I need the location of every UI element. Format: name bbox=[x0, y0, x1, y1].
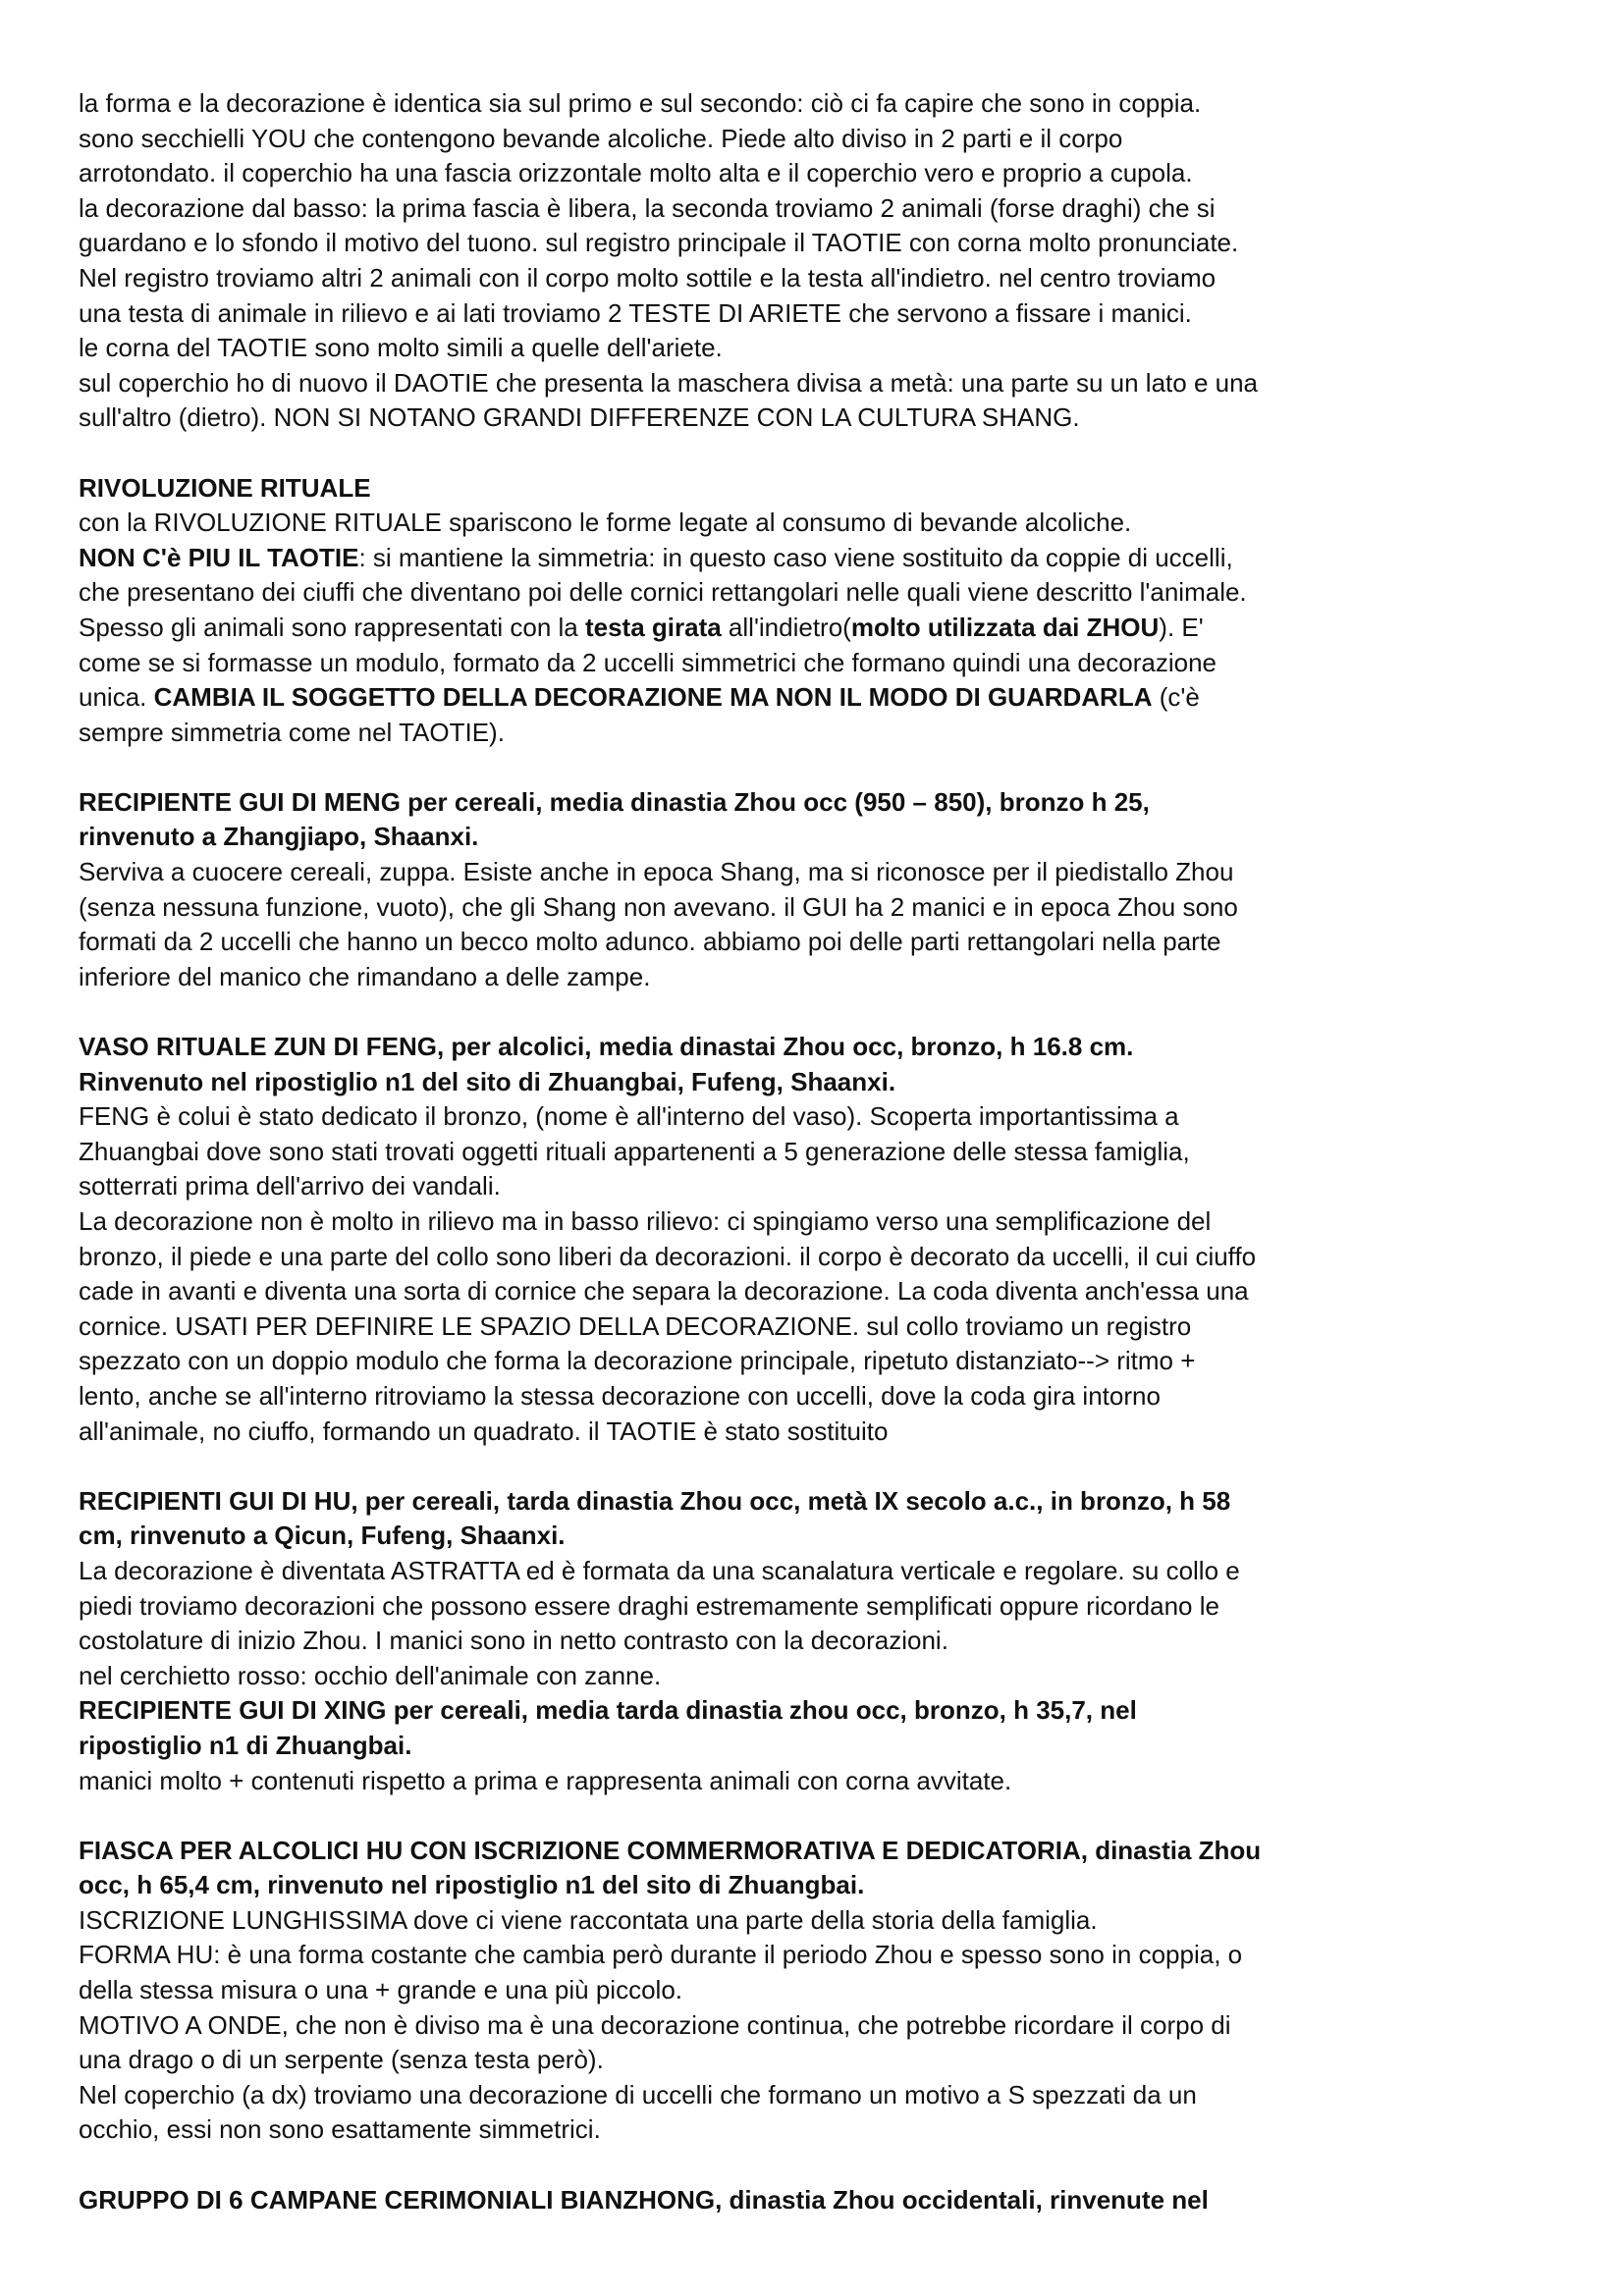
text-line: le corna del TAOTIE sono molto simili a quelle dell'ariete. bbox=[79, 333, 723, 363]
text-line: la forma e la decorazione è identica sia sul primo e sul secondo: ciò ci fa capire che sono in coppia. bbox=[79, 88, 1202, 118]
text-line: costolature di inizio Zhou. I manici sono in netto contrasto con la decorazioni. bbox=[79, 1626, 948, 1656]
text-line bbox=[79, 1484, 1492, 1520]
text-line bbox=[79, 785, 1492, 821]
text-line bbox=[79, 611, 1492, 646]
text-line bbox=[79, 1834, 1492, 1869]
text-line bbox=[79, 1868, 1492, 1903]
paragraph bbox=[79, 471, 1492, 751]
bold-text: FIASCA PER ALCOLICI HU CON ISCRIZIONE COMMERMORATIVA E DEDICATORIA, dinastia Zhou bbox=[79, 1835, 1262, 1865]
text-run: (c'è bbox=[1152, 682, 1200, 713]
text-line: bronzo, il piede e una parte del collo sono liberi da decorazioni. il corpo è decorato da uccelli, il cui ciuffo bbox=[79, 1241, 1257, 1271]
paragraph bbox=[79, 1484, 1492, 1798]
text-line: Serviva a cuocere cereali, zuppa. Esiste anche in epoca Shang, ma si riconosce per il piedistallo Zhou bbox=[79, 857, 1234, 887]
text-line: come se si formasse un modulo, formato da 2 uccelli simmetrici che formano quindi una decorazione bbox=[79, 647, 1217, 677]
paragraph bbox=[79, 1030, 1492, 1449]
text-line: occhio, essi non sono esattamente simmetrici. bbox=[79, 2114, 601, 2145]
text-line: (senza nessuna funzione, vuoto), che gli Shang non avevano. il GUI ha 2 manici e in epoca Zhou sono bbox=[79, 891, 1238, 922]
text-line: Zhuangbai dove sono stati trovati oggetti rituali appartenenti a 5 generazione delle stessa famiglia, bbox=[79, 1136, 1190, 1166]
text-line: inferiore del manico che rimandano a delle zampe. bbox=[79, 961, 651, 991]
paragraph bbox=[79, 785, 1492, 995]
bold-text: cm, rinvenuto a Qicun, Fufeng, Shaanxi. bbox=[79, 1521, 566, 1551]
bold-text: molto utilizzata dai ZHOU bbox=[850, 612, 1160, 642]
text-line: all'animale, no ciuffo, formando un quadrato. il TAOTIE è stato sostituito bbox=[79, 1415, 889, 1446]
text-line bbox=[79, 1519, 1492, 1554]
text-line: MOTIVO A ONDE, che non è diviso ma è una decorazione continua, che potrebbe ricordare il corpo di bbox=[79, 2009, 1231, 2040]
text-line: FENG è colui è stato dedicato il bronzo, (nome è all'interno del vaso). Scoperta importantissima a bbox=[79, 1101, 1179, 1132]
bold-text: GRUPPO DI 6 CAMPANE CERIMONIALI BIANZHONG, dinastia Zhou occidentali, rinvenute nel bbox=[79, 2184, 1209, 2215]
text-line bbox=[79, 2183, 1492, 2218]
text-line: che presentano dei ciuffi che diventano poi delle cornici rettangolari nelle quali viene descritto l'animale. bbox=[79, 577, 1247, 608]
text-line: una drago o di un serpente (senza testa però). bbox=[79, 2045, 604, 2075]
text-line: spezzato con un doppio modulo che forma la decorazione principale, ripetuto distanziato--> ritmo + bbox=[79, 1346, 1196, 1376]
text-run: all'indietro( bbox=[721, 612, 851, 642]
bold-text: testa girata bbox=[584, 612, 722, 642]
text-line: sotterrati prima dell'arrivo dei vandali. bbox=[79, 1171, 501, 1201]
text-line: nel cerchietto rosso: occhio dell'animale con zanne. bbox=[79, 1660, 662, 1690]
text-line: sono secchielli YOU che contengono bevande alcoliche. Piede alto diviso in 2 parti e il corpo bbox=[79, 123, 1123, 153]
text-line: La decorazione non è molto in rilievo ma in basso rilievo: ci spingiamo verso una semplificazione del bbox=[79, 1206, 1212, 1236]
text-line: sul coperchio ho di nuovo il DAOTIE che presenta la maschera divisa a metà: una parte su un lato e una bbox=[79, 367, 1259, 398]
bold-text: occ, h 65,4 cm, rinvenuto nel ripostiglio n1 del sito di Zhuangbai. bbox=[79, 1870, 865, 1900]
text-line: piedi troviamo decorazioni che possono essere draghi estremamente semplificati oppure ricordano le bbox=[79, 1590, 1219, 1621]
bold-text: RECIPIENTI GUI DI HU, per cereali, tarda dinastia Zhou occ, metà IX secolo a.c., in bronzo, h 58 bbox=[79, 1485, 1231, 1516]
text-run: : si mantiene la simmetria: in questo caso viene sostituito da coppie di uccelli, bbox=[358, 542, 1233, 572]
paragraph bbox=[79, 86, 1492, 436]
text-line: Nel registro troviamo altri 2 animali con il corpo molto sottile e la testa all'indietro. nel centro troviamo bbox=[79, 262, 1217, 293]
text-line: formati da 2 uccelli che hanno un becco molto adunco. abbiamo poi delle parti rettangolari nella parte bbox=[79, 927, 1221, 957]
text-run: Spesso gli animali sono rappresentati con la bbox=[79, 612, 585, 642]
bold-text: ripostiglio n1 di Zhuangbai. bbox=[79, 1730, 412, 1760]
text-line: Nel coperchio (a dx) troviamo una decorazione di uccelli che formano un motivo a S spezzati da un bbox=[79, 2079, 1197, 2109]
paragraph bbox=[79, 1834, 1492, 2148]
text-line: sull'altro (dietro). NON SI NOTANO GRANDI DIFFERENZE CON LA CULTURA SHANG. bbox=[79, 402, 1080, 433]
paragraph-gap bbox=[79, 2148, 1492, 2183]
text-line bbox=[79, 1693, 1492, 1729]
bold-text: Rinvenuto nel ripostiglio n1 del sito di Zhuangbai, Fufeng, Shaanxi. bbox=[79, 1066, 896, 1096]
text-run: ). E' bbox=[1159, 612, 1204, 642]
bold-text: RIVOLUZIONE RITUALE bbox=[79, 472, 371, 503]
text-line: cornice. USATI PER DEFINIRE LE SPAZIO DELLA DECORAZIONE. sul collo troviamo un registro bbox=[79, 1310, 1192, 1341]
text-line: cade in avanti e diventa una sorta di cornice che separa la decorazione. La coda diventa anch'essa una bbox=[79, 1276, 1249, 1307]
paragraph bbox=[79, 2183, 1492, 2218]
bold-text: NON C'è PIU IL TAOTIE bbox=[79, 542, 359, 572]
text-line bbox=[79, 1065, 1492, 1100]
text-line: FORMA HU: è una forma costante che cambia però durante il periodo Zhou e spesso sono in coppia, o bbox=[79, 1940, 1243, 1970]
bold-text: CAMBIA IL SOGGETTO DELLA DECORAZIONE MA NON IL MODO DI GUARDARLA bbox=[153, 682, 1153, 713]
bold-text: rinvenuto a Zhangjiapo, Shaanxi. bbox=[79, 822, 479, 852]
text-line: una testa di animale in rilievo e ai lati troviamo 2 TESTE DI ARIETE che servono a fissare i manici. bbox=[79, 297, 1192, 328]
paragraph-gap bbox=[79, 436, 1492, 471]
text-line bbox=[79, 471, 1492, 507]
text-line bbox=[79, 541, 1492, 576]
text-line bbox=[79, 680, 1492, 716]
text-line: La decorazione è diventata ASTRATTA ed è formata da una scanalatura verticale e regolare. su collo e bbox=[79, 1555, 1240, 1585]
text-line: arrotondato. il coperchio ha una fascia orizzontale molto alta e il coperchio vero e proprio a cupola. bbox=[79, 158, 1193, 188]
bold-text: RECIPIENTE GUI DI XING per cereali, media tarda dinastia zhou occ, bronzo, h 35,7, nel bbox=[79, 1695, 1137, 1726]
text-line bbox=[79, 820, 1492, 855]
text-line: guardano e lo sfondo il motivo del tuono. sul registro principale il TAOTIE con corna molto pronunciate. bbox=[79, 228, 1239, 258]
text-run: unica. bbox=[79, 682, 154, 713]
text-line: la decorazione dal basso: la prima fascia è libera, la seconda troviamo 2 animali (forse draghi) che si bbox=[79, 192, 1216, 223]
text-line: sempre simmetria come nel TAOTIE). bbox=[79, 717, 505, 747]
text-line bbox=[79, 1729, 1492, 1764]
bold-text: VASO RITUALE ZUN DI FENG, per alcolici, media dinastai Zhou occ, bronzo, h 16.8 cm. bbox=[79, 1032, 1134, 1062]
text-line: lento, anche se all'interno ritroviamo la stessa decorazione con uccelli, dove la coda gira intorno bbox=[79, 1380, 1161, 1411]
paragraph-gap bbox=[79, 1798, 1492, 1834]
text-line: ISCRIZIONE LUNGHISSIMA dove ci viene raccontata una parte della storia della famiglia. bbox=[79, 1904, 1098, 1935]
text-line: con la RIVOLUZIONE RITUALE spariscono le forme legate al consumo di bevande alcoliche. bbox=[79, 507, 1132, 538]
text-line bbox=[79, 1030, 1492, 1065]
bold-text: RECIPIENTE GUI DI MENG per cereali, media dinastia Zhou occ (950 – 850), bronzo h 25, bbox=[79, 786, 1150, 817]
paragraph-gap bbox=[79, 994, 1492, 1030]
paragraph-gap bbox=[79, 1449, 1492, 1484]
document-page bbox=[79, 86, 1492, 2217]
text-line: manici molto + contenuti rispetto a prima e rappresenta animali con corna avvitate. bbox=[79, 1765, 1012, 1795]
text-line: della stessa misura o una + grande e una più piccolo. bbox=[79, 1975, 682, 2005]
paragraph-gap bbox=[79, 750, 1492, 785]
